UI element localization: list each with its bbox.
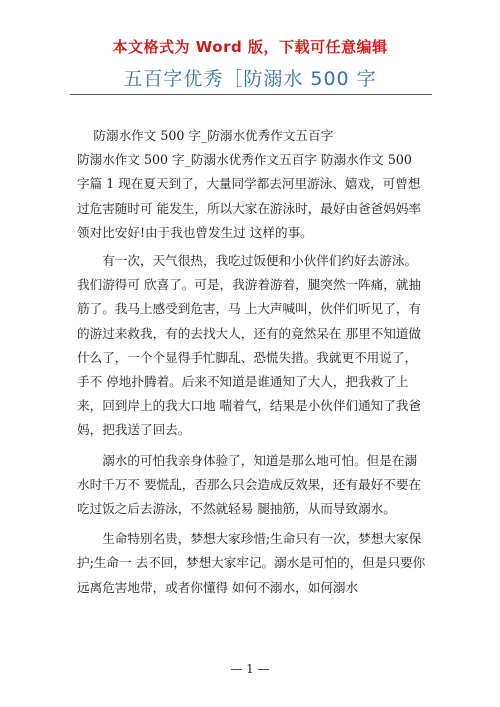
- paragraph: 生命特别名贵，梦想大家珍惜;生命只有一次，梦想大家保护;生命一 去不回，梦想大家牢记。溺水是可怕的，但是只要你远离危害地带，或者你懂得 如何不溺水，如何溺水: [77, 531, 426, 595]
- paragraph: 溺水的可怕我亲身体验了，知道是那么地可怕。但是在溺水时千万不 要慌乱，否那么只会造成反效果，还有最好不要在吃过饭之后去游泳，不然就轻易 腿抽筋，从而导致溺水。: [77, 452, 422, 517]
- subtitle-line: 防溺水作文 500 字_防溺水优秀作文五百字: [93, 128, 334, 143]
- format-banner: 本文格式为 Word 版，下载可任意编辑: [112, 38, 388, 56]
- paragraph: 防溺水作文 500 字_防溺水优秀作文五百字 防溺水作文 500 字篇 1 现在夏天到了，大量同学都去河里游泳、嬉戏，可曾想过危害随时可 能发生，所以大家在游泳时，最好由爸爸妈妈率领对比安好!由于我也曾发生过 这样的事。: [77, 152, 422, 240]
- paragraph: 有一次，天气很热，我吃过饭便和小伙伴们约好去游泳。我们游得可 欣喜了。可是，我游着游着，腿突然一阵痛，就抽筋了。我马上感受到危害，马 上大声喊叫，伙伴们听见了，有的游过来救我，有的去找大人，还有的竟然呆在 那里不知道做什么了，一个个显得手忙脚乱、恐慌失措。我就更不用说了，手不 停地扑腾着。后来不知道是谁通知了大人，把我救了上来，回到岸上的我大口地 喘着气，结果是小伙伴们通知了我爸妈，把我送了回去。: [77, 253, 422, 438]
- document-body: [77, 124, 427, 606]
- header-divider: [70, 94, 432, 95]
- page-number: — 1 —: [230, 662, 270, 676]
- document-title: 五百字优秀［防溺水 500 字: [123, 68, 377, 90]
